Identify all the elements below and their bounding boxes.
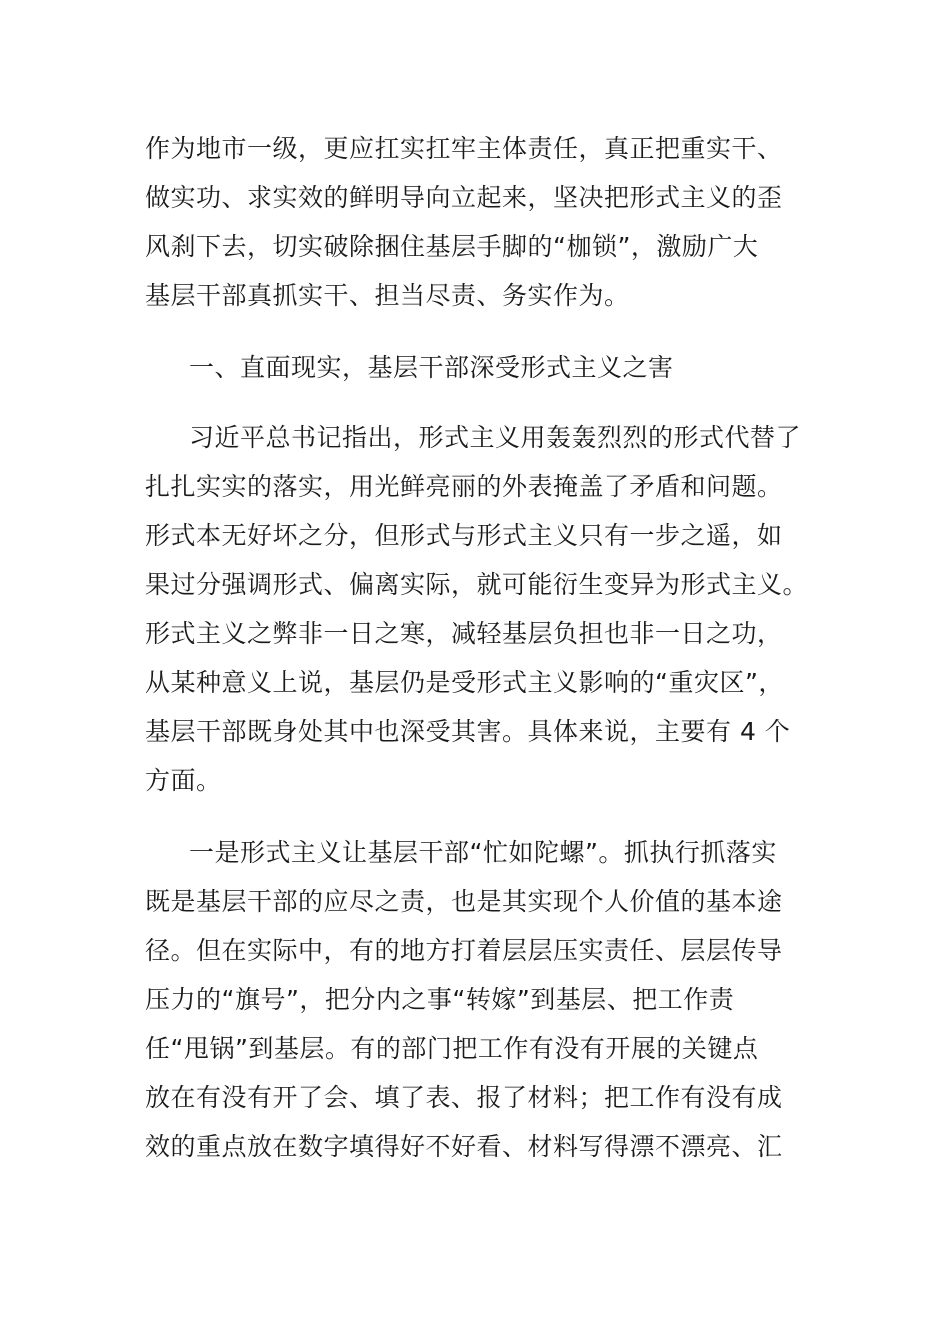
- paragraph-line: 基层干部真抓实干、担当尽责、务实作为。: [145, 281, 630, 310]
- paragraph-line: 做实功、求实效的鲜明导向立起来，坚决把形式主义的歪: [145, 183, 783, 212]
- paragraph-line: 径。但在实际中，有的地方打着层层压实责任、层层传导: [145, 936, 783, 965]
- paragraph-line: 压力的“旗号”，把分内之事“转嫁”到基层、把工作责: [145, 985, 735, 1014]
- paragraph-line: 放在有没有开了会、填了表、报了材料；把工作有没有成: [145, 1083, 783, 1112]
- paragraph-line: 任“甩锅”到基层。有的部门把工作有没有开展的关键点: [145, 1034, 759, 1063]
- paragraph-line: 作为地市一级，更应扛实扛牢主体责任，真正把重实干、: [145, 134, 783, 163]
- paragraph-line: 方面。: [145, 766, 222, 795]
- section-heading: 一、直面现实，基层干部深受形式主义之害: [189, 353, 674, 382]
- paragraph-1: [145, 124, 805, 320]
- paragraph-3: [145, 828, 805, 1171]
- paragraph-line: 扎扎实实的落实，用光鲜亮丽的外表掩盖了矛盾和问题。: [145, 472, 783, 501]
- paragraph-2: [145, 413, 809, 805]
- paragraph-line: 一是形式主义让基层干部“忙如陀螺”。抓执行抓落实: [189, 838, 777, 867]
- paragraph-line: 从某种意义上说，基层仍是受形式主义影响的“重灾区”，: [145, 668, 784, 697]
- paragraph-line: 既是基层干部的应尽之责，也是其实现个人价值的基本途: [145, 887, 783, 916]
- paragraph-line: 形式主义之弊非一日之寒，减轻基层负担也非一日之功，: [145, 619, 783, 648]
- paragraph-line: 形式本无好坏之分，但形式与形式主义只有一步之遥，如: [145, 521, 783, 550]
- section-heading-1: [145, 343, 805, 392]
- paragraph-line: 基层干部既身处其中也深受其害。具体来说，主要有 4 个: [145, 717, 791, 746]
- paragraph-line: 风刹下去，切实破除捆住基层手脚的“枷锁”，激励广大: [145, 232, 759, 261]
- paragraph-line: 习近平总书记指出，形式主义用轰轰烈烈的形式代替了: [189, 423, 802, 452]
- paragraph-line: 果过分强调形式、偏离实际，就可能衍生变异为形式主义。: [145, 570, 809, 599]
- paragraph-line: 效的重点放在数字填得好不好看、材料写得漂不漂亮、汇: [145, 1132, 783, 1161]
